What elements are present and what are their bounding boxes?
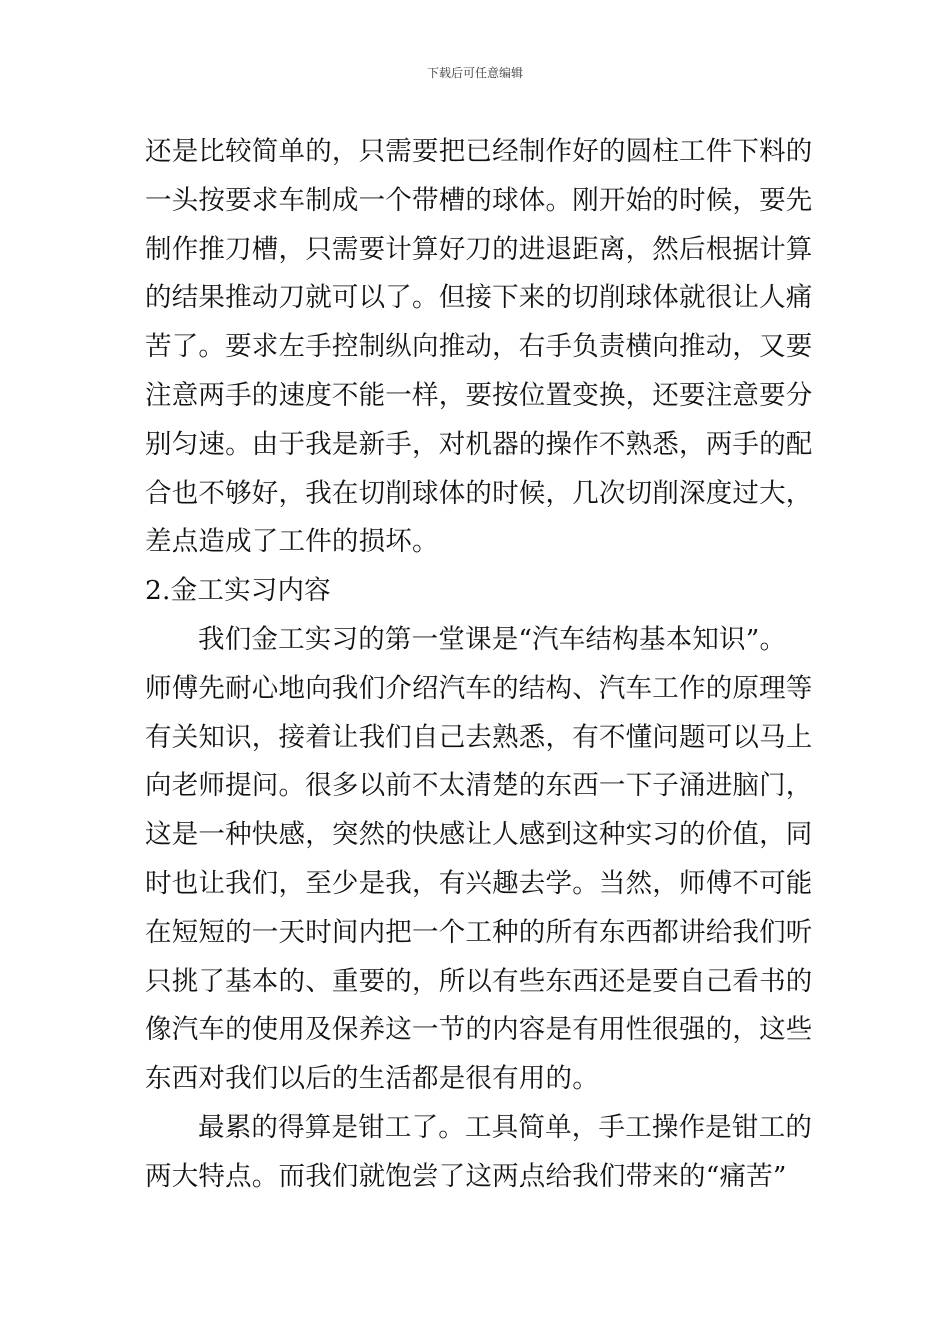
text-line: 差点造成了工件的损坏。 [145, 526, 439, 558]
text-line: 还是比较简单的，只需要把已经制作好的圆柱工件下料的 [145, 136, 813, 167]
text-line: 别匀速。由于我是新手，对机器的操作不熟悉，两手的配 [145, 428, 813, 460]
section-heading: 2.金工实习内容 [145, 575, 331, 607]
text-line: 制作推刀槽，只需要计算好刀的进退距离，然后根据计算 [145, 233, 813, 265]
text-line: 东西对我们以后的生活都是很有用的。 [145, 1063, 599, 1095]
text-line: 的结果推动刀就可以了。但接下来的切削球体就很让人痛 [145, 282, 813, 314]
text-line: 苦了。要求左手控制纵向推动，右手负责横向推动，又要 [145, 331, 813, 363]
text-line: 最累的得算是钳工了。工具简单，手工操作是钳工的 [198, 1111, 813, 1143]
text-line: 两大特点。而我们就饱尝了这两点给我们带来的“痛苦” [145, 1160, 787, 1192]
text-line: 这是一种快感，突然的快感让人感到这种实习的价值，同 [145, 819, 813, 851]
text-line: 时也让我们，至少是我，有兴趣去学。当然，师傅不可能 [145, 867, 813, 899]
page-header: 下载后可任意编辑 [426, 66, 523, 80]
document-body [145, 128, 813, 1202]
text-line: 像汽车的使用及保养这一节的内容是有用性很强的，这些 [145, 1014, 813, 1046]
text-line: 我们金工实习的第一堂课是“汽车结构基本知识”。 [198, 623, 787, 655]
text-line: 一头按要求车制成一个带槽的球体。刚开始的时候，要先 [145, 184, 813, 216]
text-line: 在短短的一天时间内把一个工种的所有东西都讲给我们听 [145, 916, 813, 948]
text-line: 只挑了基本的、重要的，所以有些东西还是要自己看书的 [145, 965, 813, 997]
text-line: 合也不够好，我在切削球体的时候，几次切削深度过大， [145, 477, 813, 509]
text-line: 师傅先耐心地向我们介绍汽车的结构、汽车工作的原理等 [145, 672, 813, 704]
text-line: 有关知识，接着让我们自己去熟悉，有不懂问题可以马上 [145, 721, 813, 753]
text-line: 向老师提问。很多以前不太清楚的东西一下子涌进脑门， [145, 770, 813, 802]
text-line: 注意两手的速度不能一样，要按位置变换，还要注意要分 [145, 379, 813, 411]
